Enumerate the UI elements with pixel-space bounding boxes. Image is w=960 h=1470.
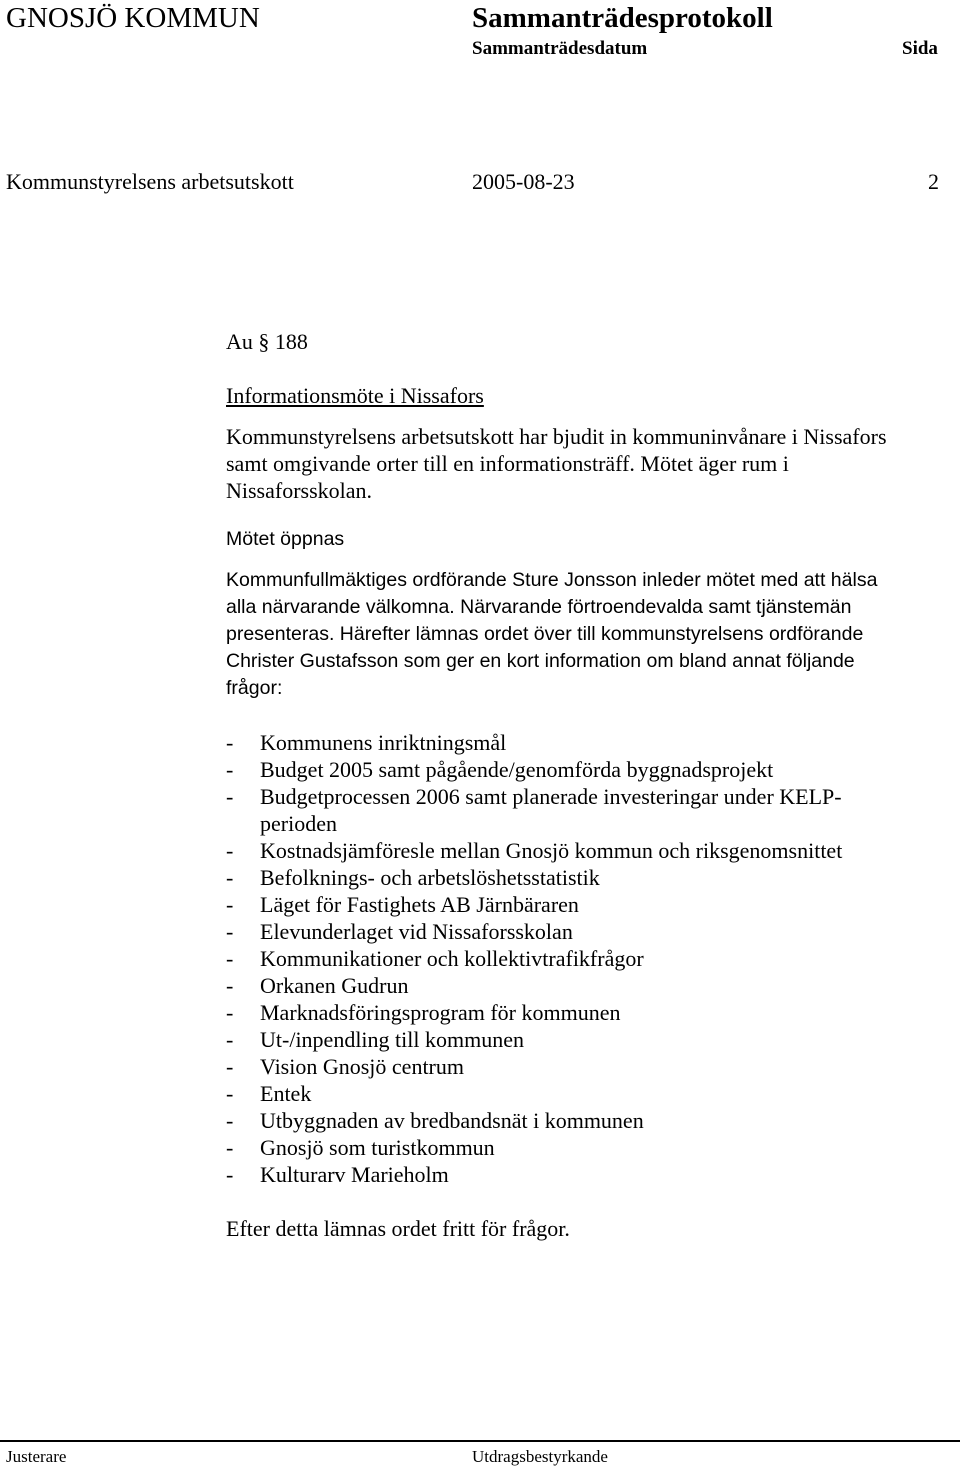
intro-paragraph [226,423,946,504]
intro-line: Kommunstyrelsens arbetsutskott har bjudit in kommuninvånare i Nissafors [226,424,887,449]
document-title: Sammanträdesprotokoll [472,2,773,34]
meeting-date-label: Sammanträdesdatum [472,38,648,59]
subheading: Mötet öppnas [226,528,345,550]
body-line: alla närvarande välkomna. Närvarande förtroendevalda samt tjänstemän [226,596,852,618]
meeting-date: 2005-08-23 [472,169,575,194]
page-label: Sida [902,38,938,59]
protocol-section [226,328,946,1242]
list-item: - Kommunikationer och kollektivtrafikfrågor [226,946,644,971]
body-line: Kommunfullmäktiges ordförande Sture Jonsson inleder mötet med att hälsa [226,569,878,591]
list-item: - Budgetprocessen 2006 samt planerade investeringar under KELP-perioden [226,784,842,836]
list-item: - Läget för Fastighets AB Järnbäraren [226,892,579,917]
list-item: - Gnosjö som turistkommun [226,1135,495,1160]
list-item: - Vision Gnosjö centrum [226,1054,464,1079]
list-item: - Elevunderlaget vid Nissaforsskolan [226,919,573,944]
list-item: - Kostnadsjämföresle mellan Gnosjö kommun och riksgenomsnittet [226,838,843,863]
list-item: - Befolknings- och arbetslöshetsstatistik [226,865,600,890]
page-number: 2 [928,169,939,194]
utdragsbestyrkande-label: Utdragsbestyrkande [472,1447,608,1466]
topic-list [226,729,876,1188]
list-item: - Entek [226,1081,312,1106]
list-item: - Ut-/inpendling till kommunen [226,1027,524,1052]
footer-divider [0,1440,960,1442]
list-item: - Kulturarv Marieholm [226,1162,449,1187]
organization-name: GNOSJÖ KOMMUN [6,2,260,34]
list-item: - Utbyggnaden av bredbandsnät i kommunen [226,1108,644,1133]
body-line: Christer Gustafsson som ger en kort information om bland annat följande [226,650,855,672]
section-number: Au § 188 [226,329,308,354]
committee-name: Kommunstyrelsens arbetsutskott [6,169,294,194]
intro-line: samt omgivande orter till en informationsträff. Mötet äger rum i [226,451,789,476]
intro-line: Nissaforsskolan. [226,478,373,503]
body-line: frågor: [226,677,283,699]
body-paragraph [226,567,946,702]
list-item: - Orkanen Gudrun [226,973,409,998]
body-line: presenteras. Härefter lämnas ordet över till kommunstyrelsens ordförande [226,623,864,645]
closing-sentence: Efter detta lämnas ordet fritt för frågor. [226,1216,570,1241]
list-item: - Kommunens inriktningsmål [226,730,507,755]
list-item: - Marknadsföringsprogram för kommunen [226,1000,621,1025]
justerare-label: Justerare [6,1447,67,1466]
section-title: Informationsmöte i Nissafors [226,383,484,408]
list-item: - Budget 2005 samt pågående/genomförda byggnadsprojekt [226,757,774,782]
